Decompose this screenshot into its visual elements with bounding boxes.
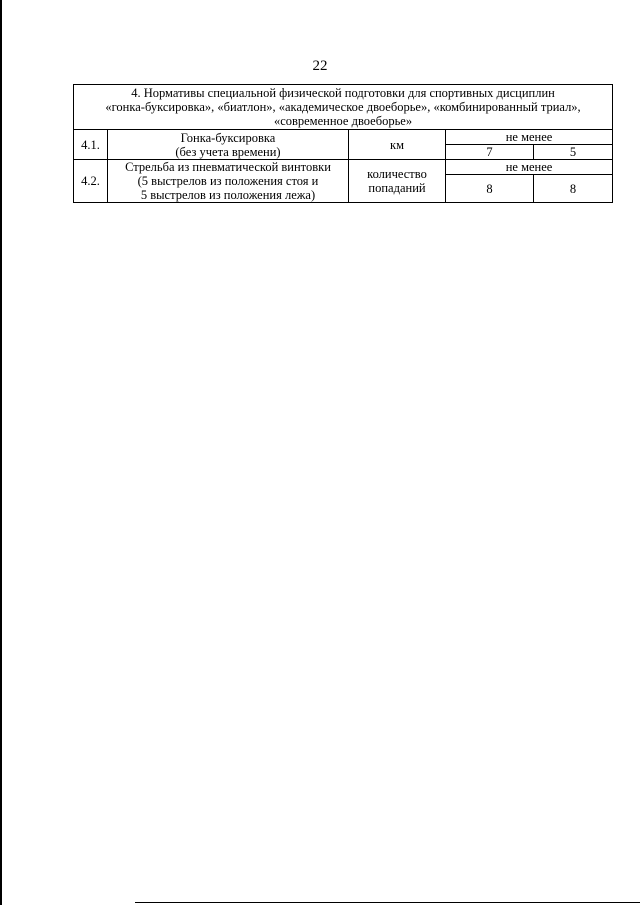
section-title <box>74 85 613 130</box>
unit-cell <box>349 160 446 203</box>
row-number: 4.2. <box>74 160 108 203</box>
condition-cell: не менее <box>446 130 613 145</box>
unit-line: попаданий <box>368 181 426 195</box>
exercise-name-line: Гонка-буксировка <box>180 130 276 145</box>
unit-cell <box>349 130 446 160</box>
unit-line: количество <box>367 167 427 181</box>
condition-cell: не менее <box>446 160 613 175</box>
page-edge-left <box>0 0 2 905</box>
exercise-name <box>108 130 349 160</box>
section-title-line-2: «гонка-буксировка», «биатлон», «академическое двоеборье», «комбинированный триал», <box>105 100 581 114</box>
table-row <box>74 160 613 175</box>
value-cell: 7 <box>446 145 534 160</box>
section-title-line-3: «современное двоеборье» <box>273 114 413 128</box>
exercise-name-line: 5 выстрелов из положения лежа) <box>140 188 316 202</box>
norms-table <box>73 84 613 203</box>
page-edge-bottom <box>135 902 640 903</box>
section-header-row <box>74 85 613 130</box>
unit-line: км <box>390 137 404 152</box>
row-number: 4.1. <box>74 130 108 160</box>
value-cell: 8 <box>534 175 613 203</box>
table-row <box>74 130 613 145</box>
page-number: 22 <box>312 58 328 74</box>
exercise-name <box>108 160 349 203</box>
value-cell: 5 <box>534 145 613 160</box>
value-cell: 8 <box>446 175 534 203</box>
exercise-name-line: (5 выстрелов из положения стоя и <box>137 174 319 188</box>
exercise-name-line: (без учета времени) <box>175 144 281 159</box>
section-title-line-1: 4. Нормативы специальной физической подготовки для спортивных дисциплин <box>131 86 555 100</box>
exercise-name-line: Стрельба из пневматической винтовки <box>125 160 331 174</box>
